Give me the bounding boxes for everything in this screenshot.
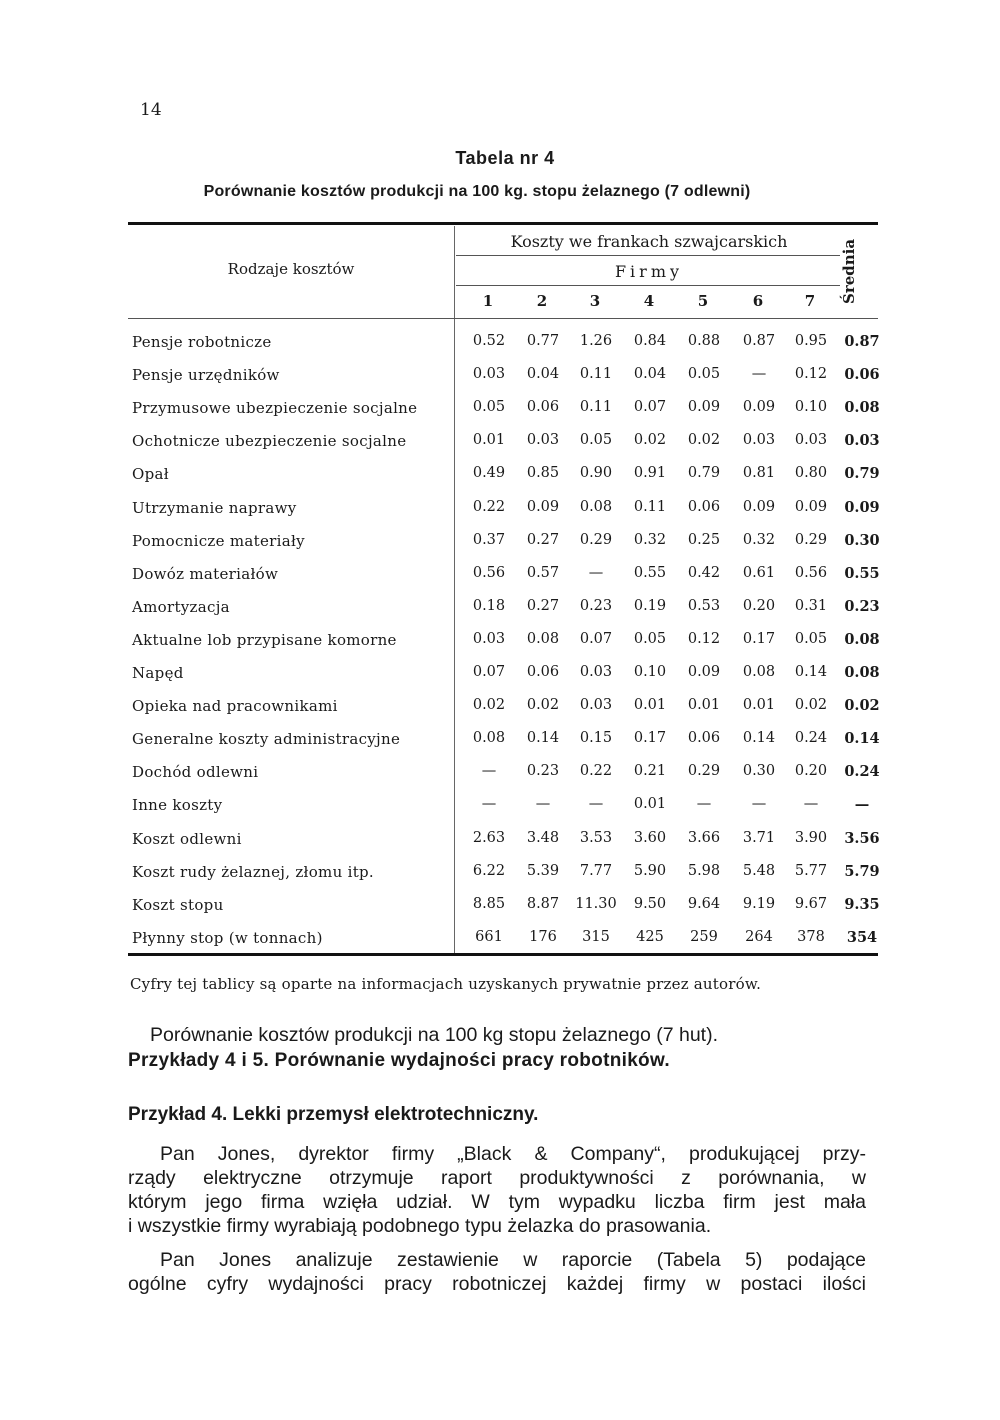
cell-firm-3: 315: [582, 928, 610, 945]
cell-firm-4: 0.17: [633, 730, 667, 747]
table-row: [128, 598, 878, 631]
row-label: Aktualne lob przypisane komorne: [132, 630, 397, 649]
cell-firm-2: 0.02: [526, 697, 560, 714]
table-row: [128, 366, 878, 399]
caption-line-2: Przykłady 4 i 5. Porównanie wydajności pracy robotników.: [128, 1050, 670, 1071]
header-firm-7: 7: [804, 292, 816, 310]
cell-firm-6: 0.30: [742, 763, 776, 780]
header-firm-4: 4: [643, 292, 655, 310]
cell-average: 0.08: [844, 664, 880, 681]
cell-firm-3: —: [588, 564, 604, 581]
table-bottom-rule: [128, 953, 878, 956]
header-rule-2: [456, 285, 840, 286]
cell-firm-4: 5.90: [633, 862, 667, 879]
cell-firm-5: 0.12: [687, 630, 721, 647]
cell-firm-6: —: [751, 796, 767, 813]
cell-firm-4: 0.05: [633, 630, 667, 647]
cell-firm-4: 3.60: [633, 829, 667, 846]
cell-firm-6: —: [751, 366, 767, 383]
cell-firm-7: 0.20: [794, 763, 828, 780]
row-label: Napęd: [132, 664, 184, 682]
cell-firm-1: 0.37: [472, 531, 506, 548]
cell-firm-4: 0.91: [633, 465, 667, 482]
cell-firm-3: 0.23: [579, 597, 613, 614]
row-label: Ochotnicze ubezpieczenie socjalne: [132, 432, 407, 451]
table-row: [128, 730, 878, 763]
cell-firm-5: 0.29: [687, 763, 721, 780]
cell-firm-2: 176: [529, 928, 557, 945]
header-firm-5: 5: [697, 292, 709, 310]
paragraph-2-line: ogólne cyfry wydajności pracy robotniczej każdej firmy w postaci ilości: [128, 1273, 866, 1295]
cell-firm-4: 0.21: [633, 763, 667, 780]
cell-firm-4: 0.11: [633, 498, 667, 515]
cell-firm-6: 0.14: [742, 730, 776, 747]
cell-firm-2: 0.14: [526, 730, 560, 747]
header-firms: Firmy: [614, 262, 684, 281]
row-label: Inne koszty: [132, 796, 223, 815]
table-row: [128, 465, 878, 498]
cell-firm-1: 0.22: [472, 498, 506, 515]
cell-firm-4: 425: [636, 928, 664, 945]
cell-firm-7: 0.31: [794, 597, 828, 614]
cell-firm-5: 0.01: [687, 697, 721, 714]
cell-firm-5: —: [696, 796, 712, 813]
table-row: [128, 763, 878, 796]
cell-average: 0.08: [844, 630, 880, 648]
cell-firm-1: 0.49: [472, 465, 506, 482]
cell-firm-1: 0.52: [472, 333, 506, 349]
cell-firm-7: 0.05: [794, 630, 828, 647]
row-label: Dowóz materiałów: [132, 564, 279, 583]
table-subtitle: Porównanie kosztów produkcji na 100 kg. stopu żelaznego (7 odlewni): [203, 183, 751, 200]
cell-average: 0.23: [844, 597, 880, 615]
cell-firm-2: 5.39: [526, 862, 560, 879]
cell-firm-3: 0.03: [579, 664, 613, 680]
cell-average: 0.79: [844, 465, 880, 483]
paragraph-1-line: rządy elektryczne otrzymuje raport produktywności z porównania, w: [128, 1167, 866, 1189]
row-label: Amortyzacja: [132, 597, 230, 616]
row-label: Pensje robotnicze: [132, 333, 272, 351]
cell-firm-1: 0.07: [472, 664, 506, 680]
header-cost-type: Rodzaje kosztów: [227, 260, 355, 278]
cell-firm-7: 0.24: [794, 730, 828, 747]
cell-firm-4: 0.01: [633, 697, 667, 714]
table-row: [128, 830, 878, 863]
table-row: [128, 499, 878, 532]
cell-firm-6: 0.01: [742, 697, 776, 714]
cell-firm-1: 661: [475, 928, 503, 945]
table-top-rule: [128, 222, 878, 225]
cell-firm-4: 9.50: [633, 895, 667, 912]
cell-firm-1: 2.63: [472, 829, 506, 846]
row-label: Pomocnicze materiały: [132, 531, 305, 550]
cell-firm-7: 5.77: [794, 862, 828, 879]
cell-firm-6: 0.09: [742, 498, 776, 515]
row-label: Opieka nad pracownikami: [132, 697, 338, 716]
cell-average: 9.35: [844, 895, 880, 913]
table-row: [128, 631, 878, 664]
cell-firm-5: 3.66: [687, 829, 721, 846]
cell-average: 0.30: [844, 531, 880, 549]
cell-firm-2: 0.57: [526, 564, 560, 581]
cell-firm-6: 5.48: [742, 862, 776, 879]
row-label: Opał: [132, 465, 169, 484]
cell-average: 3.56: [844, 829, 880, 847]
cell-firm-1: 8.85: [472, 895, 506, 912]
cell-average: 354: [846, 928, 878, 946]
cell-firm-2: 0.27: [526, 531, 560, 548]
cell-average: 0.14: [844, 730, 880, 748]
cell-firm-3: 0.07: [579, 630, 613, 647]
cell-firm-1: —: [481, 796, 497, 813]
table-row: [128, 796, 878, 829]
cell-firm-3: 0.11: [579, 399, 613, 416]
cell-firm-7: 0.02: [794, 697, 828, 714]
cell-firm-7: 0.12: [794, 366, 828, 383]
cell-firm-3: 0.08: [579, 498, 613, 515]
cell-firm-7: 9.67: [794, 895, 828, 912]
cell-firm-6: 0.17: [742, 630, 776, 647]
cell-average: 0.02: [844, 697, 880, 715]
cell-firm-1: 0.56: [472, 564, 506, 581]
cell-firm-5: 0.09: [687, 399, 721, 416]
cell-firm-1: 0.01: [472, 432, 506, 449]
cell-firm-2: 0.77: [526, 333, 560, 349]
cell-firm-5: 0.79: [687, 465, 721, 482]
row-label: Dochód odlewni: [132, 763, 259, 782]
cell-firm-6: 3.71: [742, 829, 776, 846]
cell-firm-6: 9.19: [742, 895, 776, 912]
cell-firm-1: 0.03: [472, 366, 506, 383]
cell-average: 0.87: [844, 333, 880, 350]
header-firm-6: 6: [752, 292, 764, 310]
paragraph-1-line: Pan Jones, dyrektor firmy „Black & Company“, produkującej przy-: [160, 1143, 866, 1165]
cell-firm-7: 378: [797, 928, 825, 945]
table-row: [128, 664, 878, 697]
cell-firm-3: 0.22: [579, 763, 613, 780]
cell-firm-3: 0.11: [579, 366, 613, 383]
table-row: [128, 565, 878, 598]
cell-firm-4: 0.19: [633, 597, 667, 614]
cell-firm-4: 0.04: [633, 366, 667, 383]
cell-firm-7: 0.29: [794, 531, 828, 548]
row-label: Pensje urzędników: [132, 366, 280, 385]
cell-firm-5: 259: [690, 928, 718, 945]
cell-firm-7: 0.14: [794, 664, 828, 680]
header-average: Średnia: [840, 238, 858, 304]
paragraph-2: [128, 1248, 866, 1296]
table-row: [128, 697, 878, 730]
cell-firm-5: 0.25: [687, 531, 721, 548]
cell-firm-6: 0.61: [742, 564, 776, 581]
cell-firm-3: 0.05: [579, 432, 613, 449]
cell-firm-3: 0.29: [579, 531, 613, 548]
table-row: [128, 399, 878, 432]
row-label: Utrzymanie naprawy: [132, 498, 297, 517]
row-label: Generalne koszty administracyjne: [132, 730, 401, 749]
table-title: Tabela nr 4: [455, 148, 555, 168]
cell-firm-2: 0.03: [526, 432, 560, 449]
cell-firm-7: 3.90: [794, 829, 828, 846]
cell-average: —: [854, 796, 870, 814]
cell-firm-6: 0.32: [742, 531, 776, 548]
cell-firm-5: 0.09: [687, 664, 721, 680]
cell-firm-7: 0.56: [794, 564, 828, 581]
cell-firm-4: 0.55: [633, 564, 667, 581]
cell-firm-4: 0.84: [633, 333, 667, 349]
cell-firm-7: 0.09: [794, 498, 828, 515]
cell-firm-7: 0.03: [794, 432, 828, 449]
cell-firm-2: 3.48: [526, 829, 560, 846]
table-row: [128, 929, 878, 962]
cell-average: 0.09: [844, 498, 880, 516]
cell-firm-5: 0.06: [687, 498, 721, 515]
cell-firm-3: 7.77: [579, 862, 613, 879]
caption-line-1: Porównanie kosztów produkcji na 100 kg stopu żelaznego (7 hut).: [150, 1024, 719, 1046]
paragraph-1: [128, 1142, 866, 1238]
cell-firm-5: 0.05: [687, 366, 721, 383]
cell-firm-1: 0.02: [472, 697, 506, 714]
cell-firm-3: 11.30: [575, 895, 617, 912]
header-costs-group: Koszty we frankach szwajcarskich: [510, 232, 788, 251]
table-row: [128, 432, 878, 465]
cell-average: 0.24: [844, 763, 880, 781]
cell-firm-2: 0.06: [526, 399, 560, 416]
cell-firm-7: 0.10: [794, 399, 828, 416]
row-label: Przymusowe ubezpieczenie socjalne: [132, 399, 418, 418]
cell-firm-2: 0.04: [526, 366, 560, 383]
cell-firm-2: 0.08: [526, 630, 560, 647]
cell-firm-6: 0.08: [742, 664, 776, 680]
cell-firm-2: 8.87: [526, 895, 560, 912]
paragraph-1-line: i wszystkie firmy wyrabiają podobnego typu żelazka do prasowania.: [128, 1215, 712, 1237]
header-bottom-rule: [128, 318, 878, 319]
cell-firm-6: 0.81: [742, 465, 776, 482]
cell-firm-1: 0.05: [472, 399, 506, 416]
header-firm-1: 1: [482, 292, 494, 310]
cell-firm-4: 0.02: [633, 432, 667, 449]
cell-firm-3: 3.53: [579, 829, 613, 846]
cell-firm-3: 0.90: [579, 465, 613, 482]
row-label: Koszt odlewni: [132, 829, 242, 848]
cell-firm-4: 0.07: [633, 399, 667, 416]
cell-firm-5: 0.42: [687, 564, 721, 581]
page-number: 14: [140, 100, 162, 120]
cell-firm-2: 0.09: [526, 498, 560, 515]
row-label: Płynny stop (w tonnach): [132, 928, 323, 947]
section-heading: Przykład 4. Lekki przemysł elektrotechniczny.: [128, 1104, 539, 1125]
cell-firm-5: 0.53: [687, 597, 721, 614]
cell-firm-7: 0.80: [794, 465, 828, 482]
cell-average: 0.06: [844, 366, 880, 384]
cell-firm-5: 9.64: [687, 895, 721, 912]
cell-firm-2: —: [535, 796, 551, 813]
table-row: [128, 863, 878, 896]
table-row: [128, 896, 878, 929]
paragraph-1-line: którym jego firma wzięła udział. W tym wypadku liczba firm jest mała: [128, 1191, 866, 1213]
header-rule-1: [456, 255, 840, 256]
header-firm-3: 3: [589, 292, 601, 310]
cell-firm-4: 0.01: [633, 796, 667, 813]
table-row: [128, 333, 878, 366]
row-label: Koszt stopu: [132, 895, 224, 914]
header-firm-2: 2: [536, 292, 548, 310]
cell-firm-5: 0.02: [687, 432, 721, 449]
cell-firm-6: 264: [745, 928, 773, 945]
cell-average: 0.55: [844, 564, 880, 582]
paragraph-2-line: Pan Jones analizuje zestawienie w raporcie (Tabela 5) podające: [160, 1249, 866, 1271]
cell-firm-7: 0.95: [794, 333, 828, 349]
cell-firm-1: 6.22: [472, 862, 506, 879]
cell-firm-1: 0.03: [472, 630, 506, 647]
cell-firm-5: 0.88: [687, 333, 721, 349]
cell-firm-5: 5.98: [687, 862, 721, 879]
cell-firm-3: 1.26: [579, 333, 613, 349]
table-footnote: Cyfry tej tablicy są oparte na informacjach uzyskanych prywatnie przez autorów.: [130, 975, 762, 993]
cell-firm-2: 0.85: [526, 465, 560, 482]
cell-firm-3: 0.15: [579, 730, 613, 747]
cell-average: 0.03: [844, 432, 880, 450]
cell-average: 0.08: [844, 399, 880, 417]
cell-average: 5.79: [844, 862, 880, 880]
cell-firm-1: 0.08: [472, 730, 506, 747]
cell-firm-7: —: [803, 796, 819, 813]
cell-firm-6: 0.03: [742, 432, 776, 449]
table-row: [128, 532, 878, 565]
cell-firm-4: 0.32: [633, 531, 667, 548]
cell-firm-3: —: [588, 796, 604, 813]
cell-firm-3: 0.03: [579, 697, 613, 714]
cell-firm-6: 0.87: [742, 333, 776, 349]
row-label: Koszt rudy żelaznej, złomu itp.: [132, 862, 374, 881]
cell-firm-6: 0.20: [742, 597, 776, 614]
cell-firm-1: —: [481, 763, 497, 780]
cell-firm-1: 0.18: [472, 597, 506, 614]
cell-firm-2: 0.23: [526, 763, 560, 780]
cell-firm-2: 0.27: [526, 597, 560, 614]
cell-firm-6: 0.09: [742, 399, 776, 416]
cell-firm-4: 0.10: [633, 664, 667, 680]
cell-firm-5: 0.06: [687, 730, 721, 747]
cell-firm-2: 0.06: [526, 664, 560, 680]
